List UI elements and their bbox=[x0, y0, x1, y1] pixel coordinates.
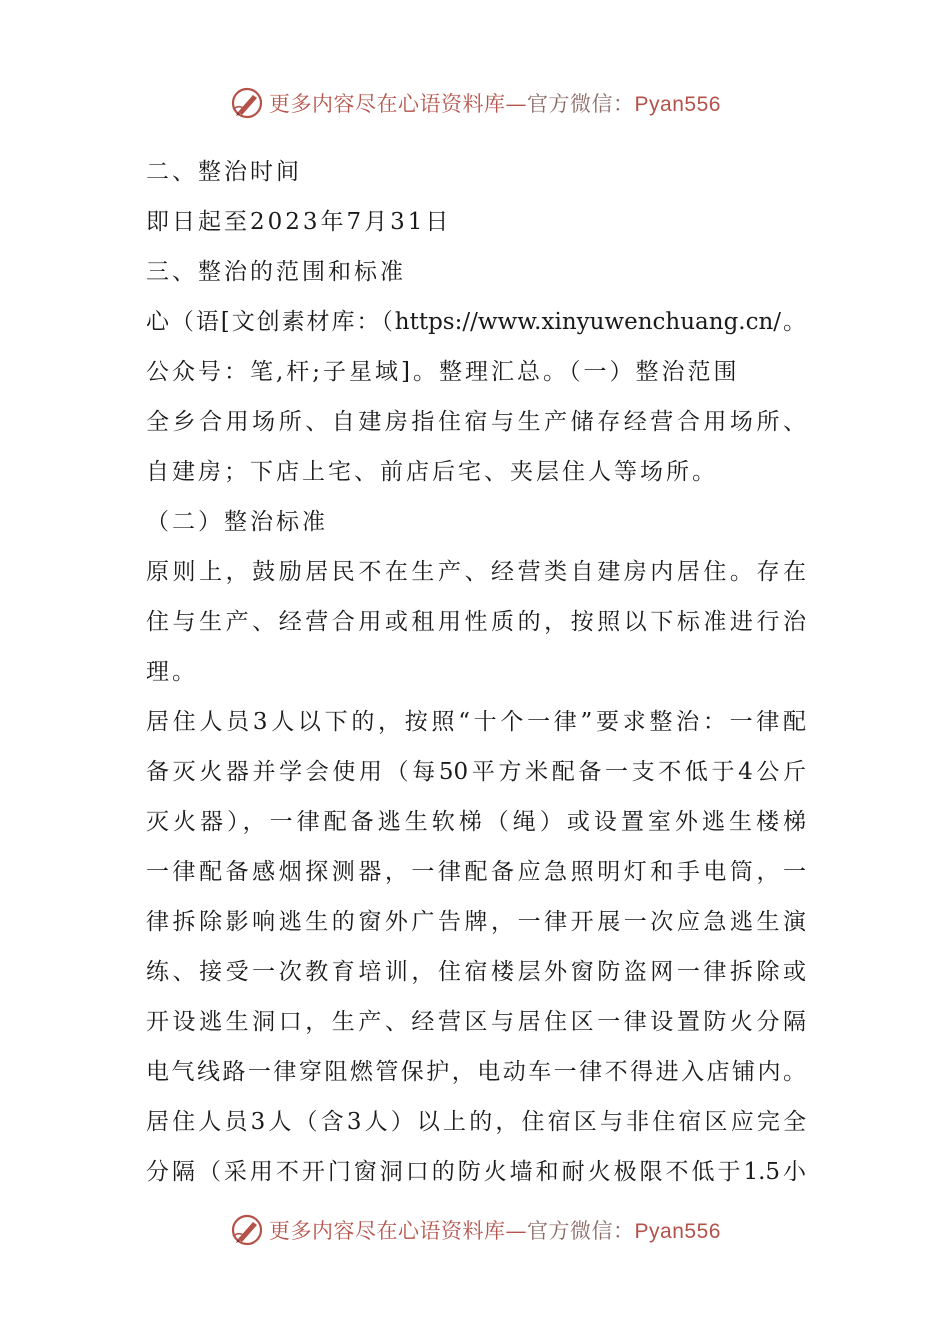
paragraph-line: 居住人员3人以下的，按照“十个一律”要求整治：一律配 bbox=[146, 709, 806, 735]
paragraph-line: 电气线路一律穿阻燃管保护，电动车一律不得进入店铺内。 bbox=[146, 1059, 806, 1085]
paragraph-line: 全乡合用场所、自建房指住宿与生产储存经营合用场所、 bbox=[146, 409, 806, 435]
footer-banner-content bbox=[229, 1212, 721, 1248]
paragraph-line: 即日起至2023年7月31日 bbox=[146, 209, 452, 235]
footer-banner-text bbox=[269, 1215, 721, 1245]
paragraph-line: 分隔（采用不开门窗洞口的防火墙和耐火极限不低于1.5小 bbox=[146, 1159, 806, 1185]
banner-wechat-id: Pyan556 bbox=[634, 93, 721, 116]
header-banner bbox=[0, 82, 950, 124]
paragraph-line: 原则上，鼓励居民不在生产、经营类自建房内居住。存在 bbox=[146, 559, 806, 585]
section-heading-scope: 三、整治的范围和标准 bbox=[146, 259, 406, 285]
banner-wechat-label: 官方微信： bbox=[527, 92, 635, 116]
section-heading-time: 二、整治时间 bbox=[146, 159, 302, 185]
paragraph-line: 备灭火器并学会使用（每50平方米配备一支不低于4公斤 bbox=[146, 759, 806, 785]
subsection-heading-standard: （二）整治标准 bbox=[146, 509, 328, 535]
pen-nib-logo-icon bbox=[229, 85, 265, 121]
paragraph-line: 开设逃生洞口，生产、经营区与居住区一律设置防火分隔 bbox=[146, 1009, 806, 1035]
paragraph-line: 居住人员3人（含3人）以上的，住宿区与非住宿区应完全 bbox=[146, 1109, 806, 1135]
paragraph-line: 公众号：笔,杆;子星域]。整理汇总。（一）整治范围 bbox=[146, 359, 740, 385]
header-banner-content bbox=[229, 85, 721, 121]
paragraph-line: 律拆除影响逃生的窗外广告牌，一律开展一次应急逃生演 bbox=[146, 909, 806, 935]
banner-main-text: 更多内容尽在心语资料库 bbox=[269, 1219, 506, 1243]
banner-dash: — bbox=[505, 92, 528, 116]
banner-main-text: 更多内容尽在心语资料库 bbox=[269, 92, 506, 116]
footer-banner bbox=[0, 1209, 950, 1251]
paragraph-line: 理。 bbox=[146, 659, 198, 685]
paragraph-line: 灭火器），一律配备逃生软梯（绳）或设置室外逃生楼梯 bbox=[146, 809, 806, 835]
paragraph-line: 自建房；下店上宅、前店后宅、夹层住人等场所。 bbox=[146, 459, 718, 485]
banner-dash: — bbox=[505, 1219, 528, 1243]
banner-wechat-label: 官方微信： bbox=[527, 1219, 635, 1243]
header-banner-text bbox=[269, 88, 721, 118]
document-body bbox=[146, 147, 806, 1197]
banner-wechat-id: Pyan556 bbox=[634, 1220, 721, 1243]
paragraph-line: 练、接受一次教育培训，住宿楼层外窗防盗网一律拆除或 bbox=[146, 959, 806, 985]
pen-nib-logo-icon bbox=[229, 1212, 265, 1248]
paragraph-line: 一律配备感烟探测器，一律配备应急照明灯和手电筒，一 bbox=[146, 859, 806, 885]
paragraph-line: 住与生产、经营合用或租用性质的，按照以下标准进行治 bbox=[146, 609, 806, 635]
paragraph-line: 心（语[文创素材库：（https://www.xinyuwenchuang.cn/。 bbox=[146, 309, 806, 335]
